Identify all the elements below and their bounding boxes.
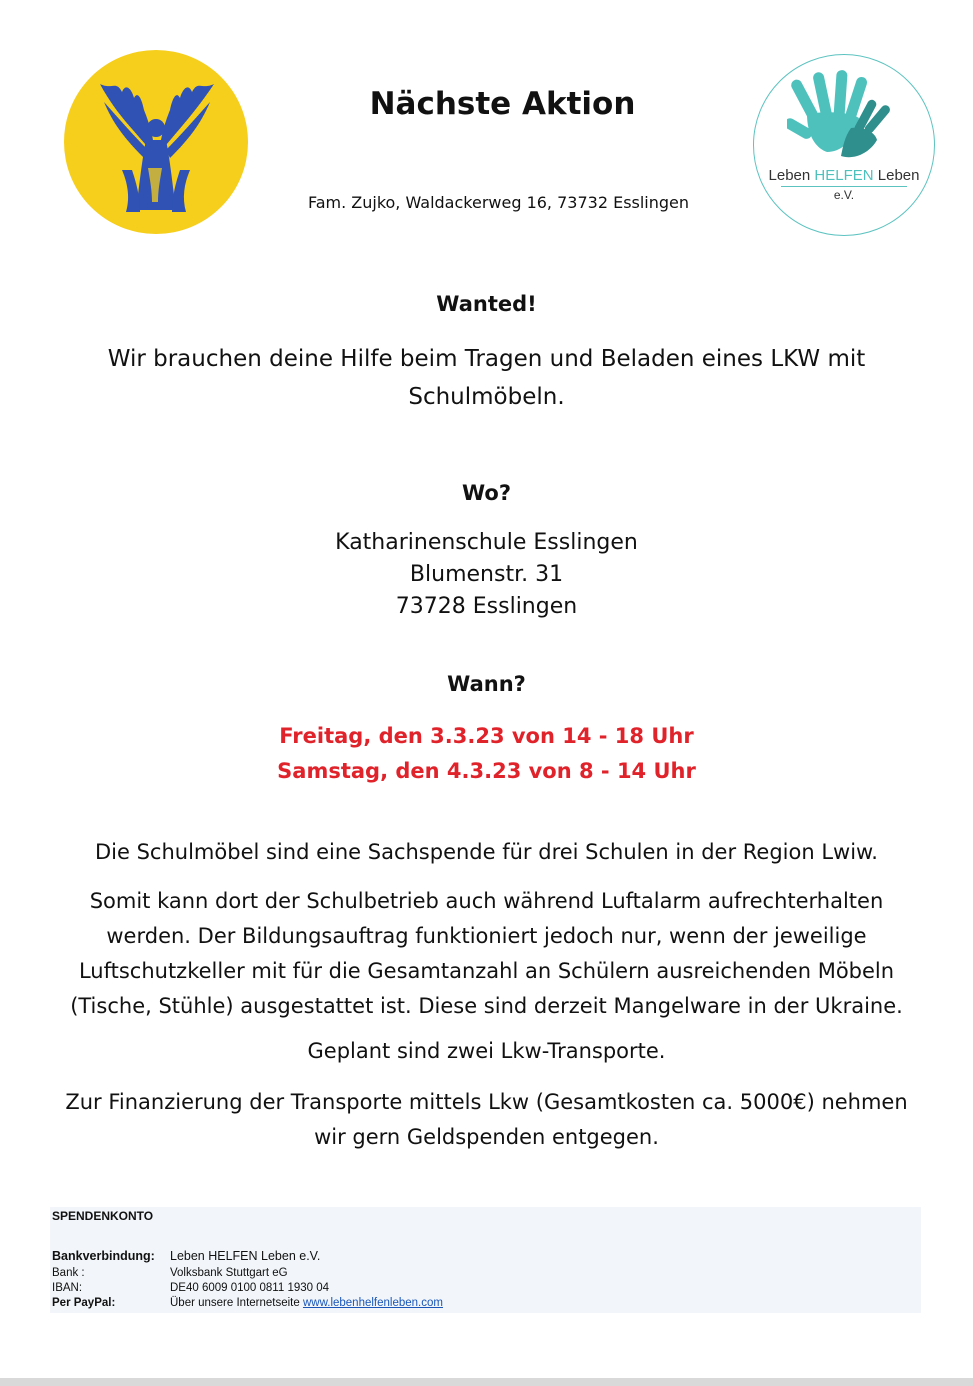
host-address: Fam. Zujko, Waldackerweg 16, 73732 Esslingen — [307, 193, 690, 212]
paragraph-line: werden. Der Bildungsauftrag funktioniert jedoch nur, wenn der jeweilige — [106, 924, 867, 948]
bank-name-row — [52, 1267, 288, 1279]
logo-ev: e.V. — [833, 188, 855, 202]
hands-icon — [787, 68, 901, 168]
iban-value: DE40 6009 0100 0811 1930 04 — [170, 1282, 330, 1294]
website-link[interactable]: www.lebenhelfenleben.com — [302, 1297, 443, 1309]
paragraph-line: Somit kann dort der Schulbetrieb auch während Luftalarm aufrechterhalten — [89, 889, 884, 913]
paragraph-line: wir gern Geldspenden entgegen. — [314, 1125, 659, 1149]
bank-connection-row — [52, 1249, 320, 1263]
logo-wordmark: Leben HELFEN Leben — [768, 167, 920, 184]
paragraph-line: (Tische, Stühle) ausgestattet ist. Diese sind derzeit Mangelware in der Ukraine. — [70, 994, 903, 1018]
location-block — [0, 527, 973, 623]
location-line: 73728 Esslingen — [395, 594, 578, 619]
where-heading: Wo? — [461, 481, 512, 505]
iban-label: IBAN: — [52, 1282, 83, 1294]
bank-connection-label: Bankverbindung: — [52, 1249, 155, 1263]
paypal-prefix: Über unsere Internetseite — [170, 1297, 303, 1309]
paypal-row — [52, 1297, 443, 1309]
paragraph-line: Zur Finanzierung der Transporte mittels Lkw (Gesamtkosten ca. 5000€) nehmen — [65, 1090, 908, 1114]
dates-block — [0, 719, 973, 789]
bank-heading: SPENDENKONTO — [52, 1209, 154, 1223]
paypal-label: Per PayPal: — [52, 1297, 116, 1309]
location-line: Blumenstr. 31 — [409, 562, 564, 587]
funding-paragraph — [0, 1085, 973, 1155]
bank-connection-value: Leben HELFEN Leben e.V. — [170, 1249, 321, 1263]
purpose-paragraph — [0, 884, 973, 1024]
iban-row — [52, 1282, 329, 1294]
location-line: Katharinenschule Esslingen — [335, 530, 638, 555]
logo-underline — [781, 186, 907, 187]
date-line: Samstag, den 4.3.23 von 8 - 14 Uhr — [277, 759, 696, 783]
page-title: Nächste Aktion — [369, 86, 636, 122]
help-line: Wir brauchen deine Hilfe beim Tragen und Beladen eines LKW mit — [107, 346, 866, 372]
transport-paragraph: Geplant sind zwei Lkw-Transporte. — [307, 1039, 666, 1063]
donation-paragraph: Die Schulmöbel sind eine Sachspende für drei Schulen in der Region Lwiw. — [95, 840, 878, 864]
date-line: Freitag, den 3.3.23 von 14 - 18 Uhr — [279, 724, 694, 748]
bank-name-value: Volksbank Stuttgart eG — [170, 1267, 288, 1279]
page-bottom-edge — [0, 1378, 973, 1386]
when-heading: Wann? — [447, 672, 526, 696]
help-line: Schulmöbeln. — [408, 384, 565, 410]
bank-name-label: Bank : — [52, 1267, 85, 1279]
wanted-heading: Wanted! — [436, 292, 537, 316]
paragraph-line: Luftschutzkeller mit für die Gesamtanzahl an Schülern ausreichenden Möbeln — [78, 959, 895, 983]
help-text — [0, 340, 973, 416]
leben-helfen-leben-logo — [753, 54, 935, 236]
